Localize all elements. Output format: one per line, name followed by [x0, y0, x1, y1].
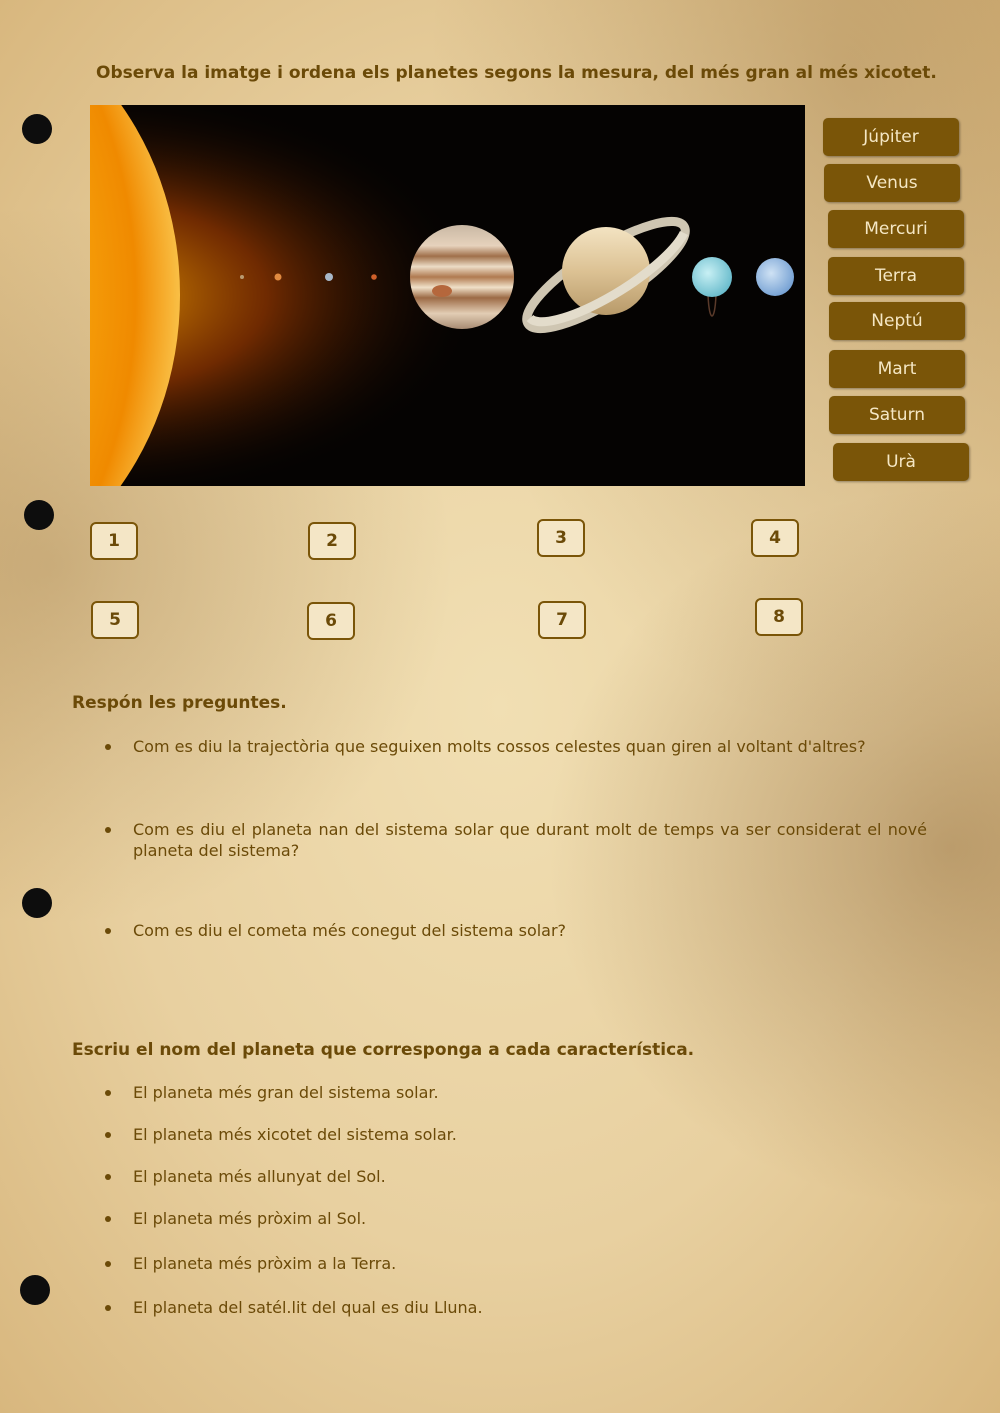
- characteristic-text: El planeta més gran del sistema solar.: [133, 1083, 439, 1102]
- planet-chip-ura[interactable]: Urà: [833, 443, 969, 481]
- characteristic-text: El planeta més xicotet del sistema solar.: [133, 1125, 457, 1144]
- binder-hole: [20, 1275, 50, 1305]
- planet-chip-saturn[interactable]: Saturn: [829, 396, 965, 434]
- question-item: [105, 920, 927, 941]
- characteristic-text: El planeta més pròxim al Sol.: [133, 1209, 367, 1228]
- drop-slot-3[interactable]: 3: [537, 519, 585, 557]
- question-text: Com es diu el planeta nan del sistema solar que durant molt de temps va ser considerat el nové planeta del sistema?: [133, 820, 927, 860]
- bullet-icon: [105, 1305, 111, 1311]
- binder-hole: [24, 500, 54, 530]
- bullet-icon: [105, 1261, 111, 1267]
- drop-slot-5[interactable]: 5: [91, 601, 139, 639]
- question-item: [105, 819, 927, 861]
- bullet-icon: [105, 1216, 111, 1222]
- bullet-icon: [105, 928, 111, 934]
- drop-slot-6[interactable]: 6: [307, 602, 355, 640]
- bullet-icon: [105, 744, 111, 750]
- question-text: Com es diu el cometa més conegut del sistema solar?: [133, 921, 567, 940]
- characteristic-item: [105, 1253, 927, 1274]
- characteristic-item: [105, 1082, 927, 1103]
- characteristic-item: [105, 1124, 927, 1145]
- drop-slot-7[interactable]: 7: [538, 601, 586, 639]
- characteristic-text: El planeta més allunyat del Sol.: [133, 1167, 386, 1186]
- question-item: [105, 736, 927, 757]
- question-text: Com es diu la trajectòria que seguixen molts cossos celestes quan giren al voltant d'altres?: [133, 737, 866, 756]
- solar-system-image: [90, 105, 805, 486]
- bullet-icon: [105, 1132, 111, 1138]
- characteristic-item: [105, 1166, 927, 1187]
- planet-chip-mart[interactable]: Mart: [829, 350, 965, 388]
- instruction-order-planets: Observa la imatge i ordena els planetes segons la mesura, del més gran al més xicotet.: [96, 63, 937, 83]
- planet-chip-neptu[interactable]: Neptú: [829, 302, 965, 340]
- drop-slot-4[interactable]: 4: [751, 519, 799, 557]
- planet-chip-terra[interactable]: Terra: [828, 257, 964, 295]
- questions-heading: Respón les preguntes.: [72, 693, 287, 713]
- planet-chip-jupiter[interactable]: Júpiter: [823, 118, 959, 156]
- binder-hole: [22, 888, 52, 918]
- characteristic-text: El planeta del satél.lit del qual es diu Lluna.: [133, 1298, 483, 1317]
- planet-chip-venus[interactable]: Venus: [824, 164, 960, 202]
- drop-slot-8[interactable]: 8: [755, 598, 803, 636]
- binder-hole: [22, 114, 52, 144]
- bullet-icon: [105, 827, 111, 833]
- planet-chip-mercuri[interactable]: Mercuri: [828, 210, 964, 248]
- characteristics-heading: Escriu el nom del planeta que corresponga a cada característica.: [72, 1040, 695, 1060]
- drop-slot-1[interactable]: 1: [90, 522, 138, 560]
- bullet-icon: [105, 1090, 111, 1096]
- bullet-icon: [105, 1174, 111, 1180]
- drop-slot-2[interactable]: 2: [308, 522, 356, 560]
- characteristic-item: [105, 1208, 927, 1229]
- characteristic-text: El planeta més pròxim a la Terra.: [133, 1254, 397, 1273]
- characteristic-item: [105, 1297, 927, 1318]
